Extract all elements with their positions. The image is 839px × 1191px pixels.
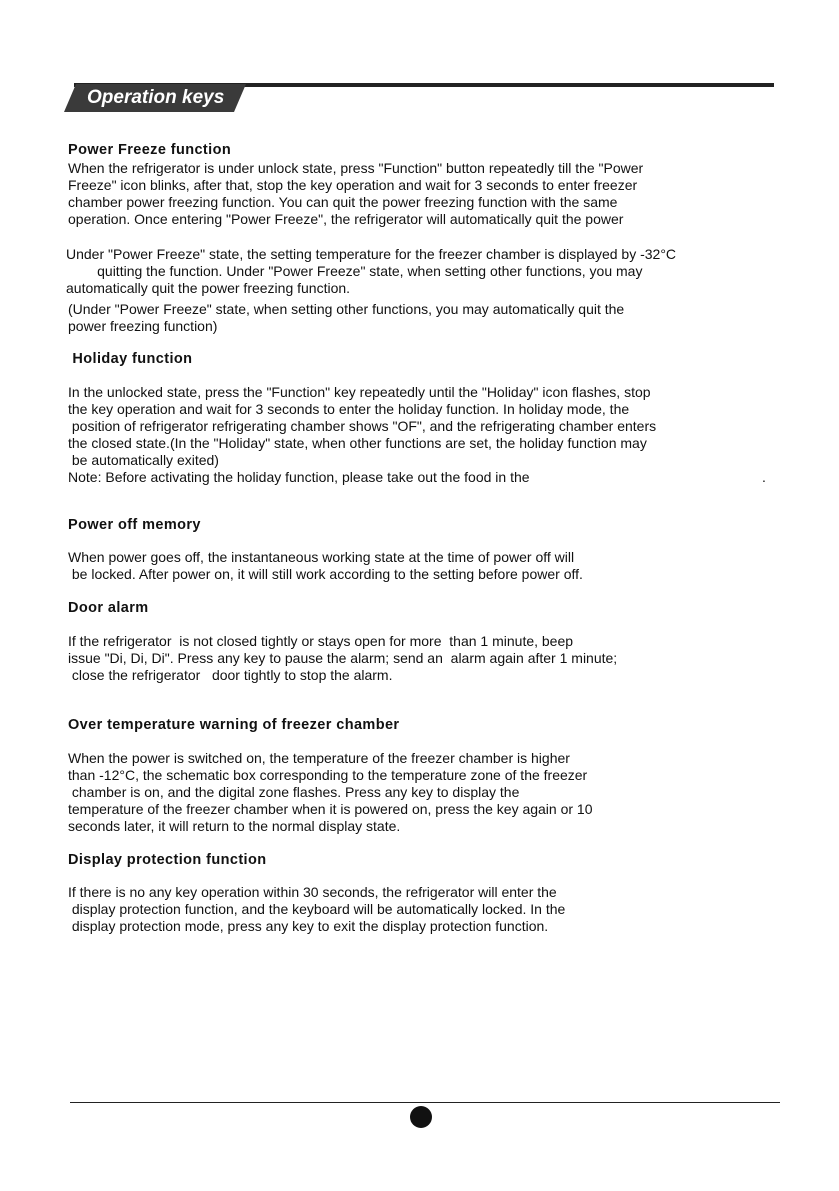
paragraph-power-off-memory (68, 549, 788, 583)
heading-power-off-memory: Power off memory (68, 517, 201, 533)
text-line: be locked. After power on, it will still work according to the setting before power off. (68, 566, 583, 582)
heading-holiday: Holiday function (68, 351, 193, 367)
paragraph-power-freeze-state (66, 246, 786, 297)
section-power-off-memory (68, 515, 788, 535)
text-line: In the unlocked state, press the "Function" key repeatedly until the "Holiday" icon flashes, stop (68, 384, 651, 400)
section-holiday (68, 349, 788, 369)
text-line: (Under "Power Freeze" state, when setting other functions, you may automatically quit the (68, 301, 625, 317)
text-line: seconds later, it will return to the normal display state. (68, 818, 401, 834)
text-line: close the refrigerator door tightly to stop the alarm. (68, 667, 393, 683)
heading-door-alarm: Door alarm (68, 600, 149, 616)
text-line: If there is no any key operation within 30 seconds, the refrigerator will enter the (68, 884, 557, 900)
note-text: Note: Before activating the holiday function, please take out the food in the (68, 469, 530, 485)
text-line: than -12°C, the schematic box corresponding to the temperature zone of the freezer (68, 767, 588, 783)
page-number-dot (410, 1106, 432, 1128)
section-over-temp (68, 715, 788, 735)
section-display-protection (68, 850, 788, 870)
text-line: If the refrigerator is not closed tightly or stays open for more than 1 minute, beep (68, 633, 574, 649)
text-line: be automatically exited) (68, 452, 219, 468)
heading-display-protection: Display protection function (68, 852, 267, 868)
text-line: When the refrigerator is under unlock state, press "Function" button repeatedly till the "Power (68, 160, 644, 176)
heading-over-temp: Over temperature warning of freezer chamber (68, 717, 400, 733)
text-line: quitting the function. Under "Power Freeze" state, when setting other functions, you may (66, 263, 643, 279)
holiday-note (68, 469, 768, 486)
text-line: position of refrigerator refrigerating chamber shows "OF", and the refrigerating chamber enters (68, 418, 657, 434)
paragraph-over-temp (68, 750, 788, 835)
text-line: Under "Power Freeze" state, the setting temperature for the freezer chamber is displayed by -32°C (66, 246, 677, 262)
section-power-freeze (68, 140, 788, 228)
paragraph-door-alarm (68, 633, 788, 684)
text-line: power freezing function) (68, 318, 218, 334)
text-line: the key operation and wait for 3 seconds to enter the holiday function. In holiday mode, the (68, 401, 630, 417)
text-line: automatically quit the power freezing function. (66, 280, 351, 296)
page-title: Operation keys (87, 87, 225, 108)
text-line: When power goes off, the instantaneous working state at the time of power off will (68, 549, 575, 565)
heading-power-freeze: Power Freeze function (68, 142, 232, 158)
text-line: When the power is switched on, the temperature of the freezer chamber is higher (68, 750, 570, 766)
paragraph-power-freeze-note (68, 301, 788, 335)
paragraph-holiday (68, 384, 788, 486)
text-line: display protection mode, press any key to exit the display protection function. (68, 918, 549, 934)
footer-rule (70, 1102, 780, 1103)
paragraph-display-protection (68, 884, 788, 935)
text-line: temperature of the freezer chamber when it is powered on, press the key again or 10 (68, 801, 593, 817)
text-line: chamber is on, and the digital zone flashes. Press any key to display the (68, 784, 520, 800)
text-line: issue "Di, Di, Di". Press any key to pause the alarm; send an alarm again after 1 minute; (68, 650, 618, 666)
note-end: . (762, 469, 766, 485)
section-door-alarm (68, 598, 788, 618)
text-line: operation. Once entering "Power Freeze", the refrigerator will automatically quit the power (68, 211, 624, 227)
text-line: Freeze" icon blinks, after that, stop the key operation and wait for 3 seconds to enter freezer (68, 177, 638, 193)
text-line: the closed state.(In the "Holiday" state, when other functions are set, the holiday function may (68, 435, 647, 451)
text-line: chamber power freezing function. You can quit the power freezing function with the same (68, 194, 618, 210)
text-line: display protection function, and the keyboard will be automatically locked. In the (68, 901, 566, 917)
